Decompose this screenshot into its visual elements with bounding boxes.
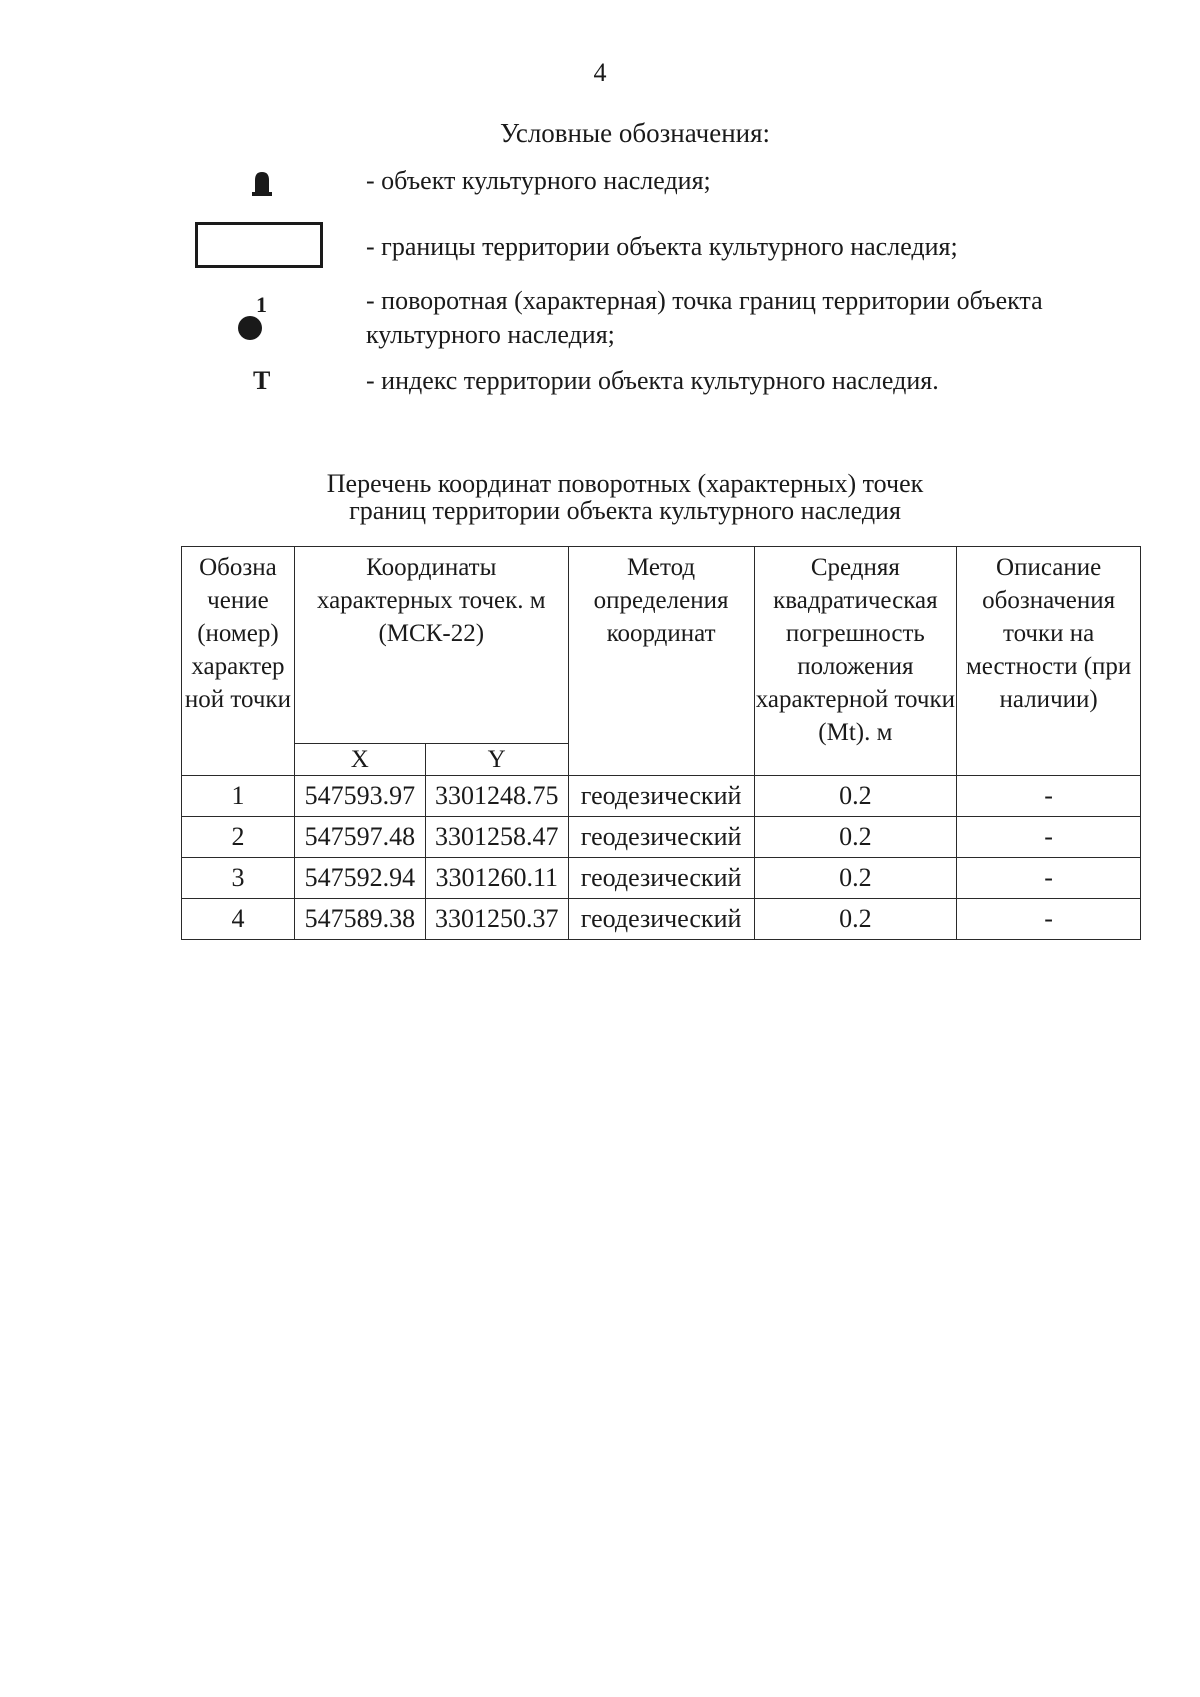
cell-x: 547597.48: [294, 817, 425, 858]
cell-num: 3: [182, 858, 295, 899]
table-row: [182, 776, 1141, 817]
cell-description: -: [957, 899, 1141, 940]
table-title-line1: Перечень координат поворотных (характерных) точек: [326, 469, 924, 498]
header-error: Средняя квадратическая погрешность положения характерной точки (Mt). м: [754, 547, 957, 776]
cell-method: геодезический: [568, 776, 754, 817]
legend-text-boundary: - границы территории объекта культурного наследия;: [366, 232, 958, 261]
legend-text-turning-point: - поворотная (характерная) точка границ территории объекта культурного наследия;: [366, 286, 1043, 349]
cell-method: геодезический: [568, 858, 754, 899]
cell-error: 0.2: [754, 817, 957, 858]
header-method: Метод определения координат: [568, 547, 754, 776]
turning-point-dot: [238, 316, 262, 340]
table-row: [182, 899, 1141, 940]
legend-text-index: - индекс территории объекта культурного наследия.: [366, 366, 939, 395]
header-y: Y: [425, 744, 568, 776]
table-title: [0, 470, 1200, 524]
cell-error: 0.2: [754, 858, 957, 899]
page-number: 4: [593, 58, 607, 87]
boundary-rectangle-icon: [195, 222, 323, 268]
monument-icon: [252, 170, 272, 196]
cell-num: 1: [182, 776, 295, 817]
cell-method: геодезический: [568, 899, 754, 940]
header-description: Описание обозначения точки на местности (при наличии): [957, 547, 1141, 776]
cell-x: 547592.94: [294, 858, 425, 899]
cell-description: -: [957, 817, 1141, 858]
turning-point-icon: [236, 292, 276, 344]
header-x: X: [294, 744, 425, 776]
header-coordinates: Координаты характерных точек. м (МСК-22): [294, 547, 568, 744]
cell-num: 4: [182, 899, 295, 940]
table-row: [182, 858, 1141, 899]
cell-x: 547589.38: [294, 899, 425, 940]
territory-index-icon: Т: [253, 366, 271, 395]
cell-description: -: [957, 858, 1141, 899]
cell-y: 3301248.75: [425, 776, 568, 817]
cell-x: 547593.97: [294, 776, 425, 817]
legend-text-monument: - объект культурного наследия;: [366, 166, 711, 195]
turning-point-label: 1: [256, 292, 267, 317]
cell-num: 2: [182, 817, 295, 858]
cell-y: 3301258.47: [425, 817, 568, 858]
cell-error: 0.2: [754, 776, 957, 817]
header-designation: Обозна чение (номер) характер ной точки: [182, 547, 295, 776]
coordinates-table: [181, 546, 1141, 940]
cell-description: -: [957, 776, 1141, 817]
table-title-line2: границ территории объекта культурного наследия: [349, 496, 901, 525]
cell-y: 3301260.11: [425, 858, 568, 899]
legend-title: Условные обозначения:: [499, 118, 771, 148]
table-row: [182, 817, 1141, 858]
cell-error: 0.2: [754, 899, 957, 940]
cell-method: геодезический: [568, 817, 754, 858]
cell-y: 3301250.37: [425, 899, 568, 940]
